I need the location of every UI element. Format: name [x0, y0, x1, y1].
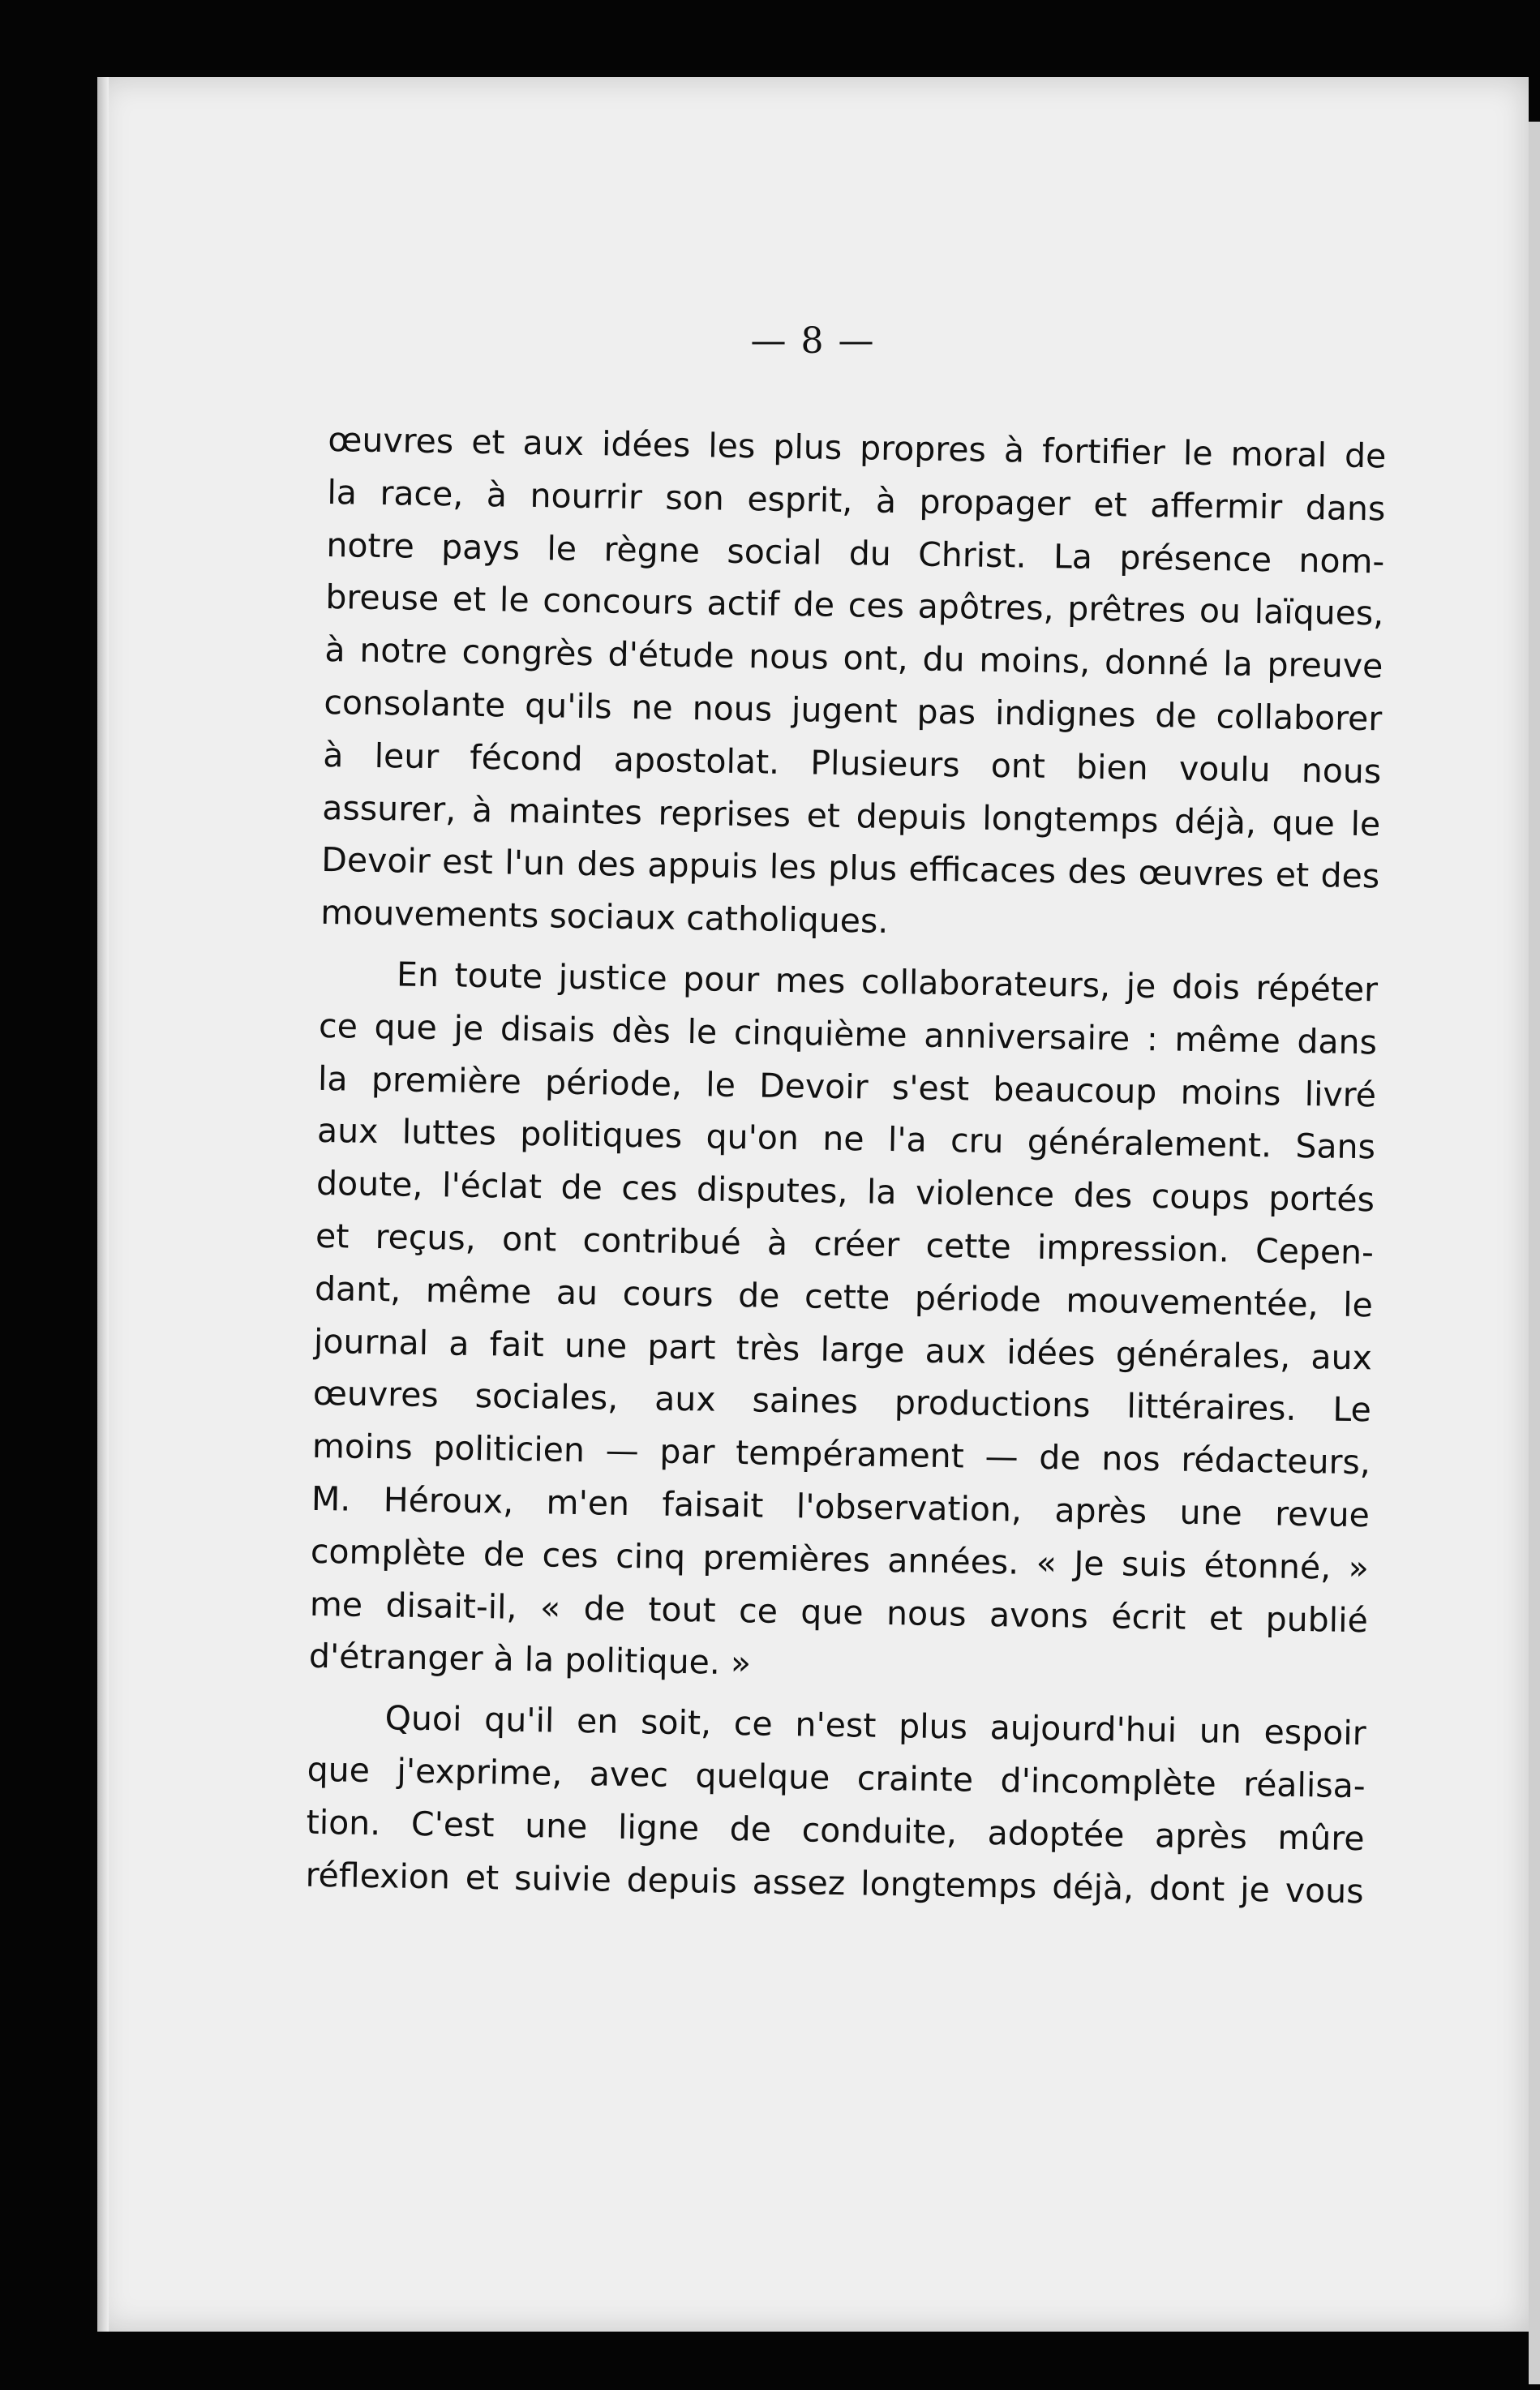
adjacent-page-edge: [1529, 122, 1540, 2384]
text-line: réflexion et suivie depuis assez longtemps déjà, dont je vous: [305, 1855, 1364, 1911]
text-line: à leur fécond apostolat. Plusieurs ont bien voulu nous: [323, 735, 1382, 792]
text-line: Quoi qu'il en soit, ce n'est plus aujourd'hui un espoir: [384, 1698, 1366, 1753]
text-line: à notre congrès d'étude nous ont, du moins, donné la preuve: [324, 630, 1383, 686]
text-line: que j'exprime, avec quelque crainte d'incomplète réalisa-: [307, 1749, 1366, 1806]
text-line: complète de ces cinq premières années. « Je suis étonné, »: [310, 1531, 1370, 1588]
text-line: moins politicien — par tempérament — de nos rédacteurs,: [311, 1426, 1371, 1482]
text-line: œuvres et aux idées les plus propres à fortifier le moral de: [328, 419, 1387, 476]
text-line: la race, à nourrir son esprit, à propager et affermir dans: [327, 472, 1386, 529]
text-line: breuse et le concours actif de ces apôtres, prêtres ou laïques,: [325, 577, 1384, 633]
text-line: En toute justice pour mes collaborateurs, je dois répéter: [396, 955, 1379, 1010]
text-line: la première période, le Devoir s'est beaucoup moins livré: [317, 1058, 1377, 1114]
text-line: M. Héroux, m'en faisait l'observation, après une revue: [311, 1478, 1371, 1535]
page-number: — 8 —: [750, 320, 876, 362]
text-line: et reçus, ont contribué à créer cette impression. Cepen-: [315, 1216, 1375, 1272]
text-line: Devoir est l'un des appuis les plus efficaces des œuvres et des: [320, 840, 1380, 896]
text-line: d'étranger à la politique. »: [308, 1637, 752, 1683]
text-line: assurer, à maintes reprises et depuis longtemps déjà, que le: [321, 787, 1381, 844]
text-line: ce que je disais dès le cinquième anniversaire : même dans: [318, 1006, 1378, 1062]
text-line: notre pays le règne social du Christ. La présence nom-: [326, 525, 1385, 581]
text-line: aux luttes politiques qu'on ne l'a cru généralement. Sans: [316, 1111, 1376, 1167]
text-line: œuvres sociales, aux saines productions littéraires. Le: [312, 1374, 1372, 1430]
text-line: doute, l'éclat de ces disputes, la violence des coups portés: [315, 1164, 1375, 1220]
text-line: me disait-il, « de tout ce que nous avons écrit et publié: [309, 1584, 1369, 1640]
text-line: dant, même au cours de cette période mouvementée, le: [314, 1268, 1374, 1325]
text-line: mouvements sociaux catholiques.: [320, 893, 889, 942]
text-line: journal a fait une part très large aux idées générales, aux: [313, 1321, 1373, 1377]
text-line: tion. C'est une ligne de conduite, adoptée après mûre: [306, 1802, 1365, 1858]
body-text: [305, 414, 1387, 1918]
text-line: consolante qu'ils ne nous jugent pas indignes de collaborer: [324, 682, 1383, 739]
